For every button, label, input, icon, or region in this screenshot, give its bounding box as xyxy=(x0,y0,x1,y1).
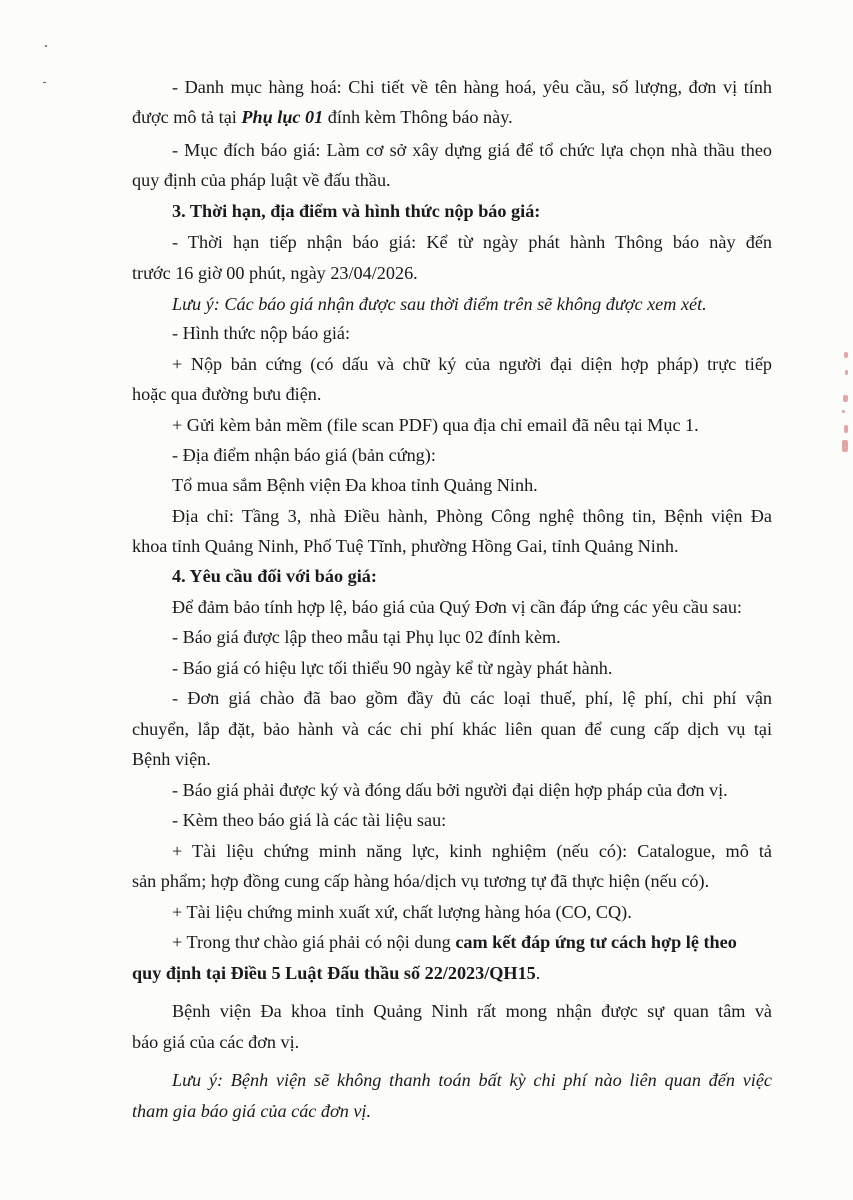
goods-list-line-2 xyxy=(132,106,772,128)
deadline-line-2: trước 16 giờ 00 phút, ngày 23/04/2026. xyxy=(132,263,418,283)
hard-copy-line-2: hoặc qua đường bưu điện. xyxy=(132,384,322,404)
procurement-team: Tổ mua sắm Bệnh viện Đa khoa tỉnh Quảng Ninh. xyxy=(172,475,538,495)
submission-form: - Hình thức nộp báo giá: xyxy=(172,323,351,343)
section-4-heading: 4. Yêu cầu đối với báo giá: xyxy=(172,566,377,586)
requirement-price-line-1: - Đơn giá chào đã bao gồm đầy đủ các loại thuế, phí, lệ phí, chi phí vận xyxy=(172,688,772,708)
requirement-template: - Báo giá được lập theo mẫu tại Phụ lục 02 đính kèm. xyxy=(172,627,561,647)
text-run: đính kèm Thông báo này. xyxy=(323,107,513,127)
attachment-capacity-line-1: + Tài liệu chứng minh năng lực, kinh nghiệm (nếu có): Catalogue, mô tả xyxy=(172,841,772,861)
law-reference: quy định tại Điều 5 Luật Đấu thầu số 22/2023/QH15 xyxy=(132,963,536,983)
deadline-line-1: - Thời hạn tiếp nhận báo giá: Kể từ ngày phát hành Thông báo này đến xyxy=(172,232,772,252)
final-note-line-2: tham gia báo giá của các đơn vị. xyxy=(132,1101,372,1121)
attachment-commitment-line-2 xyxy=(132,962,772,984)
text-run: được mô tả tại xyxy=(132,107,242,127)
requirement-validity: - Báo giá có hiệu lực tối thiểu 90 ngày kể từ ngày phát hành. xyxy=(172,658,613,678)
requirement-price-line-3: Bệnh viện. xyxy=(132,749,211,769)
soft-copy: + Gửi kèm bản mềm (file scan PDF) qua địa chỉ email đã nêu tại Mục 1. xyxy=(172,415,699,435)
final-note-line-1: Lưu ý: Bệnh viện sẽ không thanh toán bất kỳ chi phí nào liên quan đến việc xyxy=(172,1070,772,1090)
commitment-bold: cam kết đáp ứng tư cách hợp lệ theo xyxy=(455,932,737,952)
deadline-note: Lưu ý: Các báo giá nhận được sau thời điểm trên sẽ không được xem xét. xyxy=(172,294,707,314)
scan-speck xyxy=(43,82,46,83)
attachment-origin: + Tài liệu chứng minh xuất xứ, chất lượng hàng hóa (CO, CQ). xyxy=(172,902,632,922)
closing-line-1: Bệnh viện Đa khoa tỉnh Quảng Ninh rất mong nhận được sự quan tâm và xyxy=(172,1001,772,1021)
text-run: . xyxy=(535,963,541,983)
attachment-capacity-line-2: sản phẩm; hợp đồng cung cấp hàng hóa/dịch vụ tương tự đã thực hiện (nếu có). xyxy=(132,871,710,891)
purpose-line-2: quy định của pháp luật về đấu thầu. xyxy=(132,170,391,190)
requirement-attachments: - Kèm theo báo giá là các tài liệu sau: xyxy=(172,810,447,830)
scan-speck xyxy=(45,45,47,47)
requirements-intro: Để đảm bảo tính hợp lệ, báo giá của Quý Đơn vị cần đáp ứng các yêu cầu sau: xyxy=(172,597,742,617)
attachment-commitment-line-1 xyxy=(172,931,812,953)
hard-copy-line-1: + Nộp bản cứng (có dấu và chữ ký của người đại diện hợp pháp) trực tiếp xyxy=(172,354,772,374)
goods-list-line-1: - Danh mục hàng hoá: Chi tiết về tên hàng hoá, yêu cầu, số lượng, đơn vị tính xyxy=(172,77,772,97)
closing-line-2: báo giá của các đơn vị. xyxy=(132,1032,300,1052)
address-line-2: khoa tỉnh Quảng Ninh, Phố Tuệ Tĩnh, phường Hồng Gai, tỉnh Quảng Ninh. xyxy=(132,536,679,556)
purpose-line-1: - Mục đích báo giá: Làm cơ sở xây dựng giá để tổ chức lựa chọn nhà thầu theo xyxy=(172,140,772,160)
section-3-heading: 3. Thời hạn, địa điểm và hình thức nộp báo giá: xyxy=(172,201,541,221)
appendix-01-ref: Phụ lục 01 xyxy=(241,107,324,127)
partial-red-seal-mark xyxy=(840,350,852,580)
address-line-1: Địa chỉ: Tầng 3, nhà Điều hành, Phòng Công nghệ thông tin, Bệnh viện Đa xyxy=(172,506,772,526)
requirement-signature: - Báo giá phải được ký và đóng dấu bởi người đại diện hợp pháp của đơn vị. xyxy=(172,780,728,800)
requirement-price-line-2: chuyển, lắp đặt, bảo hành và các chi phí khác liên quan để cung cấp dịch vụ tại xyxy=(132,719,772,739)
receiving-place: - Địa điểm nhận báo giá (bản cứng): xyxy=(172,445,436,465)
text-run: + Trong thư chào giá phải có nội dung xyxy=(172,932,456,952)
